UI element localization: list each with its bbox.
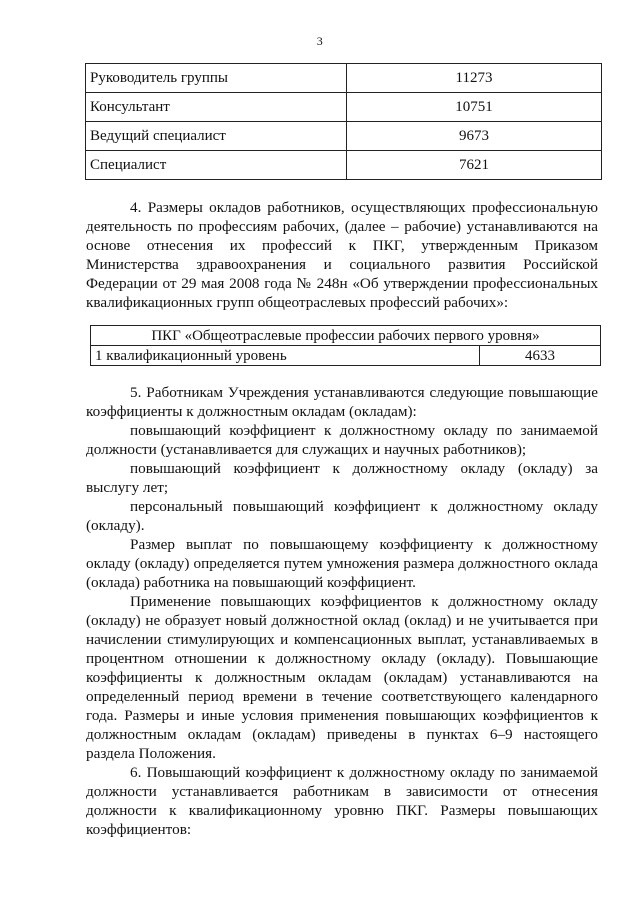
table-row (86, 151, 602, 180)
position-salary: 9673 (347, 122, 602, 151)
table-row (86, 122, 602, 151)
position-name: Ведущий специалист (86, 122, 347, 151)
positions-salary-table (85, 63, 602, 180)
table-row (86, 64, 602, 93)
position-salary: 7621 (347, 151, 602, 180)
pkg-workers-table (90, 325, 601, 366)
paragraph-5-item-1: повышающий коэффициент к должностному окладу по занимаемой должности (устанавливается для служащих и научных работников); (86, 422, 598, 458)
paragraph-6: 6. Повышающий коэффициент к должностному окладу по занимаемой должности устанавливается работникам в зависимости от отнесения должности к квалификационному уровню ПКГ. Размеры повышающих коэффициентов: (86, 764, 598, 838)
paragraph-5-intro: 5. Работникам Учреждения устанавливаются следующие повышающие коэффициенты к должностным окладам (окладам): (86, 384, 598, 420)
qualification-salary: 4633 (480, 346, 601, 366)
position-salary: 11273 (347, 64, 602, 93)
table-row (91, 346, 601, 366)
paragraph-5-application: Применение повышающих коэффициентов к должностному окладу (окладу) не образует новый должностной оклад (оклад) и не учитывается при начислении стимулирующих и компенсационных выплат, устанавливаемых в процентном отношении к должностному окладу (окладу). Повышающие коэффициенты к должностным окладам (окладам) устанавливаются на определенный период времени в течение соответствующего календарного года. Размеры и иные условия применения повышающих коэффициентов к должностным окладам (окладам) приведены в пунктах 6–9 настоящего раздела Положения. (86, 593, 598, 762)
table-row (91, 326, 601, 346)
paragraph-5-item-2: повышающий коэффициент к должностному окладу (окладу) за выслугу лет; (86, 460, 598, 496)
position-salary: 10751 (347, 93, 602, 122)
paragraph-5-item-3: персональный повышающий коэффициент к должностному окладу (окладу). (86, 498, 598, 534)
pkg-table-header: ПКГ «Общеотраслевые профессии рабочих первого уровня» (91, 326, 601, 346)
position-name: Консультант (86, 93, 347, 122)
paragraph-4: 4. Размеры окладов работников, осуществляющих профессиональную деятельность по профессиям рабочих, (далее – рабочие) устанавливаются на основе отнесения их профессий к ПКГ, утвержденным Приказом Министерства здравоохранения и социального развития Российской Федерации от 29 мая 2008 года № 248н «Об утверждении профессиональных квалификационных групп общеотраслевых профессий рабочих»: (86, 199, 598, 311)
qualification-level: 1 квалификационный уровень (91, 346, 480, 366)
position-name: Специалист (86, 151, 347, 180)
table-row (86, 93, 602, 122)
page-number: 3 (316, 34, 324, 48)
position-name: Руководитель группы (86, 64, 347, 93)
paragraph-5-payment: Размер выплат по повышающему коэффициенту к должностному окладу (окладу) определяется путем умножения размера должностного оклада (оклада) работника на повышающий коэффициент. (86, 536, 598, 591)
